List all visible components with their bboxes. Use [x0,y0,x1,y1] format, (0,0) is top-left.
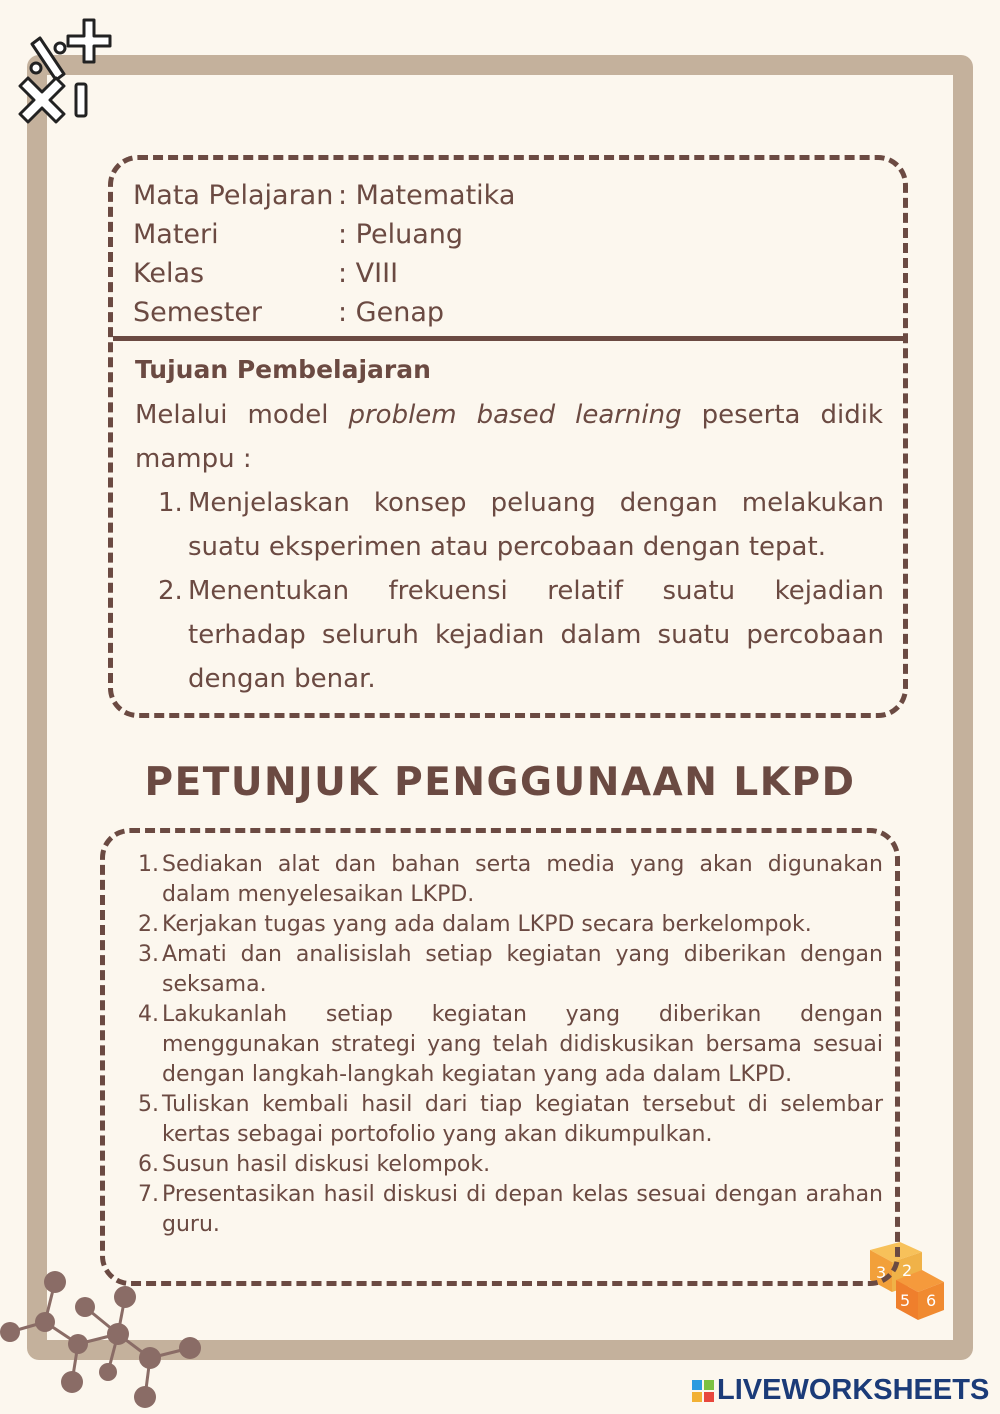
list-number: 2. [138,912,159,937]
list-text: Amati dan analisislah setiap kegiatan yang diberikan dengan seksama. [162,942,883,997]
list-item [138,1150,883,1180]
list-number: 1. [158,488,183,518]
info-label: Materi [133,219,219,250]
instructions-title: PETUNJUK PENGGUNAAN LKPD [144,760,856,805]
math-symbols-icon [12,14,124,124]
subject-info [133,176,515,332]
list-number: 4. [138,1002,159,1027]
list-item [158,569,884,701]
die-number-3: 3 [876,1263,887,1282]
info-row-semester [133,293,515,332]
info-row-material [133,215,515,254]
info-label: Kelas [133,258,205,289]
list-text: Menentukan frekuensi relatif suatu kejadian terhadap seluruh kejadian dalam suatu percobaan dengan benar. [188,576,884,694]
divider [113,336,903,341]
die-number-6: 6 [926,1291,937,1310]
list-text: Sediakan alat dan bahan serta media yang akan digunakan dalam menyelesaikan LKPD. [162,852,883,907]
list-text: Tuliskan kembali hasil dari tiap kegiatan tersebut di selembar kertas sebagai portofolio yang akan dikumpulkan. [162,1092,883,1147]
liveworksheets-icon [692,1380,714,1402]
learning-goals-intro: Melalui model problem based learning peserta didik mampu : [135,400,883,474]
die-number-5: 5 [900,1291,911,1310]
list-text: Susun hasil diskusi kelompok. [162,1152,491,1177]
liveworksheets-logo[interactable] [692,1374,989,1407]
info-row-class [133,254,515,293]
list-item [138,1090,883,1150]
list-number: 3. [138,942,159,967]
list-number: 1. [138,852,159,877]
die-number-2: 2 [902,1261,913,1280]
list-number: 5. [138,1092,159,1117]
list-text: Menjelaskan konsep peluang dengan melakukan suatu eksperimen atau percobaan dengan tepat. [188,488,884,562]
info-label: Semester [133,297,263,328]
info-row-subject [133,176,515,215]
info-label: Mata Pelajaran [133,180,334,211]
list-text: Lakukanlah setiap kegiatan yang diberikan dengan menggunakan strategi yang telah didiskusikan bersama sesuai dengan langkah-langkah kegiatan yang ada dalam LKPD. [162,1002,883,1087]
list-number: 6. [138,1152,159,1177]
instructions-list [138,850,883,1240]
subject-info-box [108,155,908,718]
list-text: Presentasikan hasil diskusi di depan kelas sesuai dengan arahan guru. [162,1182,883,1237]
list-number: 2. [158,576,183,606]
instructions-box [100,828,900,1286]
list-item [138,1180,883,1240]
list-text: Kerjakan tugas yang ada dalam LKPD secara berkelompok. [162,912,812,937]
list-number: 7. [138,1182,159,1207]
list-item [138,1000,883,1090]
brand-name: LIVEWORKSHEETS [717,1374,990,1406]
learning-goals-list [158,481,884,701]
list-item [138,940,883,1000]
info-value: : Genap [338,297,445,328]
info-value: : Peluang [338,219,464,250]
list-item [138,910,883,940]
list-item [138,850,883,910]
learning-goals-title: Tujuan Pembelajaran [135,355,431,384]
info-value: : VIII [338,258,399,289]
list-item [158,481,884,569]
info-value: : Matematika [338,180,516,211]
